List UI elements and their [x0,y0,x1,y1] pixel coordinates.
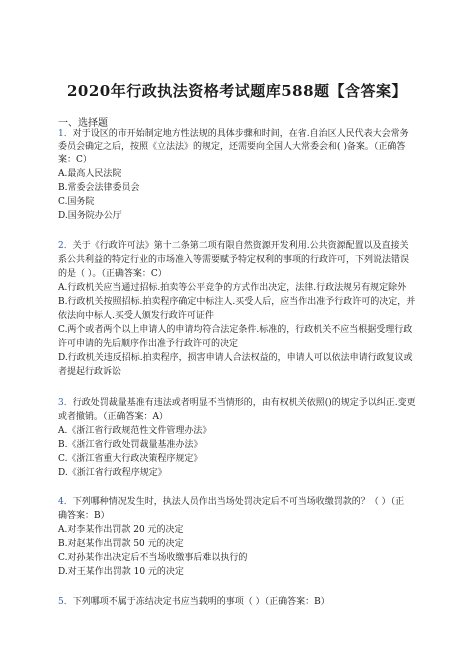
question-1-option-d: D.国务院办公厅 [58,211,122,221]
question-3-line-2: 或者撤销。（正确答案：A） [58,412,169,422]
question-5-number: 5． [58,597,73,607]
question-4-option-c: C.对孙某作出决定后不当场收缴事后难以执行的 [58,553,248,563]
question-2-option-a: A.行政机关应当通过招标.拍卖等公平竞争的方式作出决定，法律.行政法规另有规定除外 [58,283,407,293]
question-3-option-d: D.《浙江省行政程序规定》 [58,468,167,478]
question-2-option-c: C.两个或者两个以上申请人的申请均符合法定条件.标准的，行政机关不应当根据受理行政 [58,325,413,335]
question-2-option-b-cont: 依法向中标人.买受人颁发行政许可证件 [58,311,214,321]
question-2-option-b: B.行政机关按照招标.拍卖程序确定中标注人.买受人后，应当作出准予行政许可的决定，并 [58,297,416,307]
question-3-number: 3． [58,398,73,408]
question-3-line-1: 3．行政处罚裁量基准有违法或者明显不当情形的，由有权机关依照()的规定予以纠正.变更 [58,398,416,408]
question-3-option-b: B.《浙江省行政处罚裁量基准办法》 [58,440,203,450]
question-4-option-b: B.对赵某作出罚款 50 元的决定 [58,539,184,549]
section-heading: 一、选择题 [58,118,108,129]
question-5-line-1: 5．下列哪项不属于冻结决定书应当载明的事项（ ）（正确答案：B） [58,597,330,607]
question-4-option-d: D.对王某作出罚款 10 元的决定 [58,567,184,577]
question-3-option-a: A.《浙江省行政规范性文件管理办法》 [58,426,212,436]
question-2-line-1: 2．关于《行政许可法》第十二条第二项有限自然资源开发利用.公共资源配置以及直接关 [58,241,409,251]
question-1-line-3: 案：C） [58,155,92,165]
question-1-option-a: A.最高人民法院 [58,169,122,179]
question-4-number: 4． [58,497,73,507]
question-2-option-d-cont: 者提起行政诉讼 [58,367,122,377]
question-1-line-1: 1．对于设区的市开始制定地方性法规的具体步骤和时间，在省.自治区人民代表大会常务 [58,129,409,139]
question-4-line-2: 确答案：B） [58,511,110,521]
question-1-number: 1． [58,129,73,139]
question-3-option-c: C.《浙江省重大行政决策程序规定》 [58,454,203,464]
question-2-option-c-cont: 许可申请的先后顺序作出准予行政许可的决定 [58,339,239,349]
question-1-option-c: C.国务院 [58,197,95,207]
question-2-option-d: D.行政机关违反招标.拍卖程序，损害申请人合法权益的，申请人可以依法申请行政复议或 [58,353,413,363]
question-4-option-a: A.对李某作出罚款 20 元的决定 [58,525,184,535]
document-title: 2020年行政执法资格考试题库588题【含答案】 [66,82,408,100]
question-2-number: 2． [58,241,73,251]
question-4-line-1: 4．下列哪种情况发生时，执法人员作出当场处罚决定后不可当场收缴罚款的？（ ）（正 [58,497,405,507]
question-2-line-3: 的是（ ）。（正确答案：C） [58,269,167,279]
question-2-line-2: 系公共利益的特定行业的市场准入等需要赋予特定权利的事项的行政许可，下列说法错误 [58,255,410,265]
question-1-line-2: 委员会确定之后，按照《立法法》的规定，还需要向全国人大常委会和( )备案。（正确答 [58,142,406,152]
question-1-option-b: B.常委会法律委员会 [58,183,140,193]
